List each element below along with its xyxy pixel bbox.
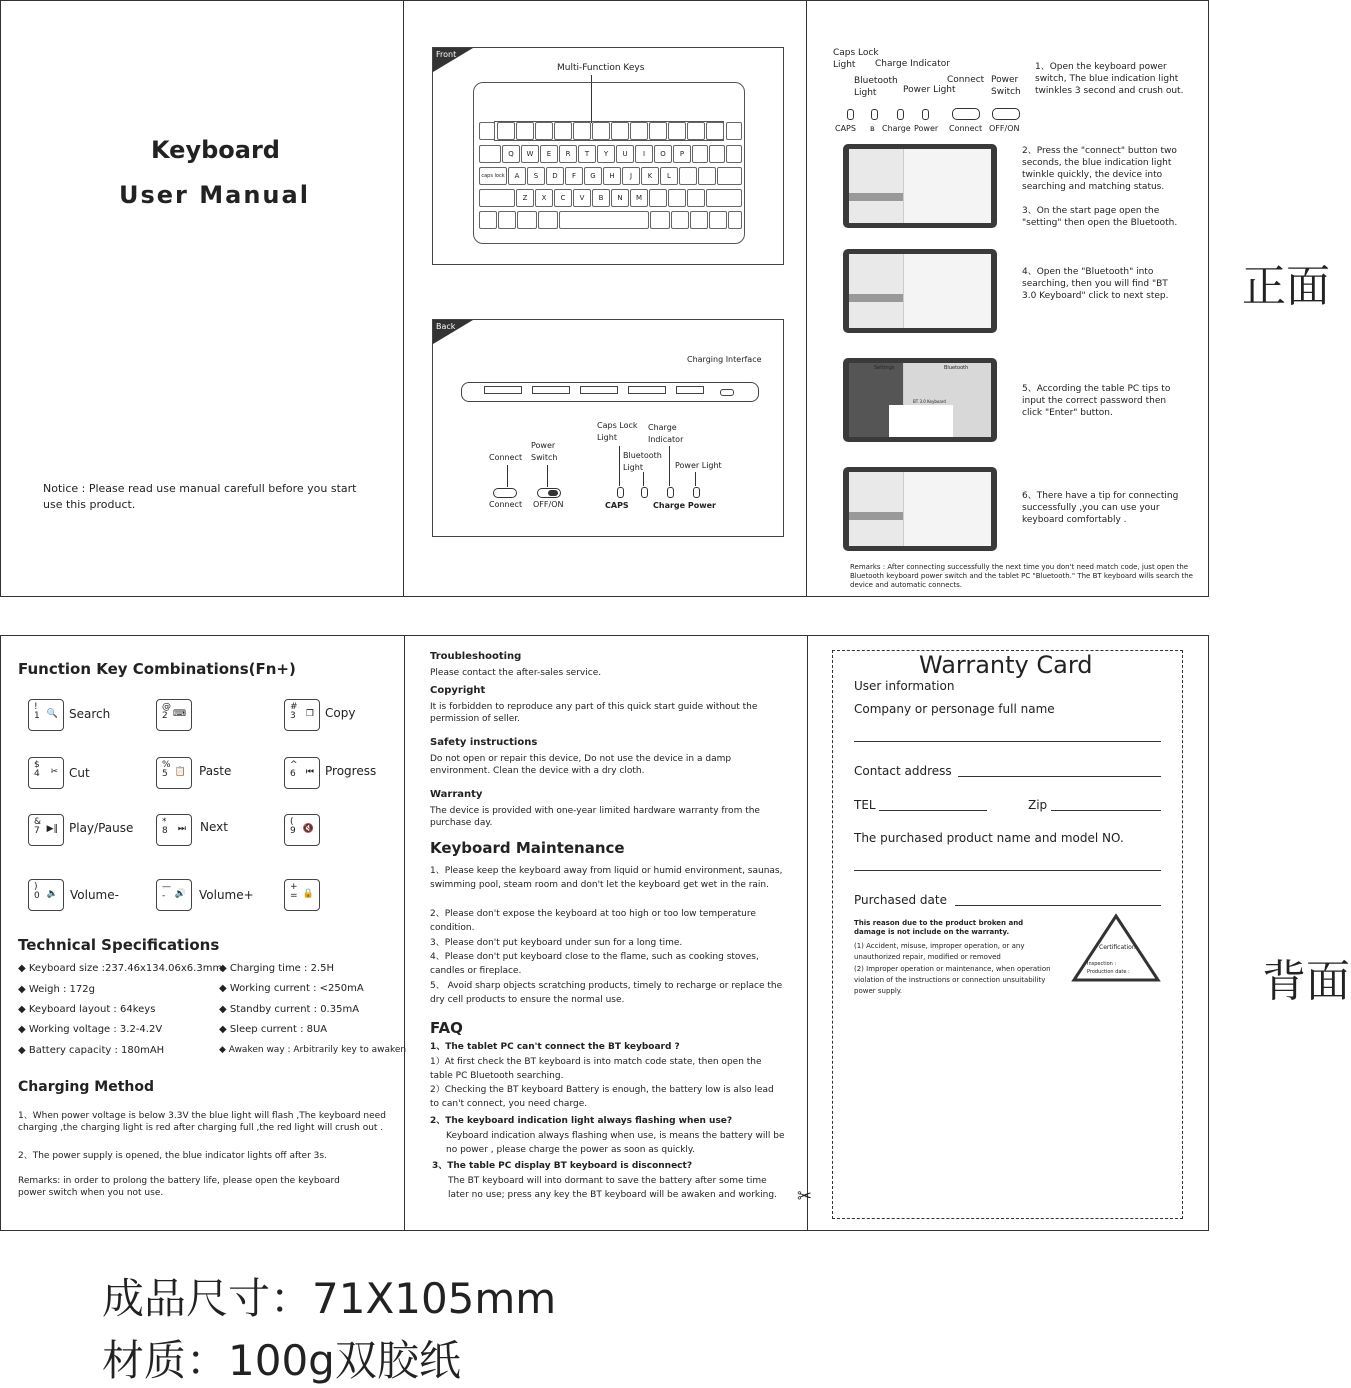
off-on-label: OFF/ON <box>533 500 564 509</box>
company-label: Company or personage full name <box>854 702 1055 716</box>
bluetooth-icon: ʙ <box>870 124 875 133</box>
tablet-screenshot-3 <box>843 358 997 442</box>
safety-heading: Safety instructions <box>430 737 538 748</box>
date-label: Purchased date <box>854 893 947 907</box>
charging-item-1: 1、When power voltage is below 3.3V the blue light will flash ,The keyboard need charging ,the charging light is red after charging full ,the red light will crush out . <box>18 1111 386 1133</box>
power-switch-label: Power Switch <box>531 441 558 462</box>
fn-key-1: ! 1 🔍 <box>28 699 64 731</box>
connect-button <box>493 488 517 498</box>
bluetooth-light-label: Bluetooth Light <box>623 451 662 472</box>
fn-label-paste: Paste <box>199 764 232 778</box>
caps-led <box>617 487 624 498</box>
fn-label-volume-up: Volume+ <box>199 888 254 902</box>
connect-label: Connect <box>489 453 523 462</box>
maintenance-5: 5、 Avoid sharp objects scratching products, timely to recharge or replace the dry cell products to ensure the normal use. <box>430 981 783 1005</box>
setup-caps: CAPS <box>835 124 856 133</box>
fn-label-play-pause: Play/Pause <box>69 821 134 835</box>
volume-down-icon: 🔉 <box>46 889 58 899</box>
charging-interface-label: Charging Interface <box>687 355 762 364</box>
function-keys-heading: Function Key Combinations(Fn+) <box>18 660 296 678</box>
safety-text: Do not open or repair this device, Do not use the device in a damp environment. Clean the device with a dry cloth. <box>430 754 732 776</box>
search-icon: 🔍 <box>46 709 58 719</box>
back-side-label: 背面 <box>1262 956 1350 1007</box>
production-label: Production date : <box>1087 969 1130 975</box>
power-switch <box>537 488 561 498</box>
troubleshooting-text: Please contact the after-sales service. <box>430 668 602 678</box>
certification-label: Certification <box>1099 944 1136 951</box>
back-tag-label: Back <box>436 322 456 331</box>
tablet-screenshot-4 <box>843 467 997 551</box>
keyboard-illustration <box>473 82 745 244</box>
maintenance-4: 4、Please don't put keyboard close to the flame, such as cooking stoves, candles or fireplace. <box>430 952 759 976</box>
lock-icon: 🔒 <box>302 889 314 899</box>
keyboard-back-outline <box>461 382 759 402</box>
faq-heading: FAQ <box>430 1019 463 1037</box>
fn-key-8: * 8 ⏭ <box>156 814 192 846</box>
front-sheet <box>0 0 1209 597</box>
keyboard-icon: ⌨ <box>173 709 186 719</box>
row-space <box>477 211 744 229</box>
faq-2-answer: Keyboard indication always flashing when use, is means the battery will be no power , please charge the power as soon as quickly. <box>446 1131 785 1155</box>
spec-right-4: ◆ Sleep current : 8UA <box>219 1024 328 1035</box>
charge-indicator-label: Charge Indicator <box>648 423 684 444</box>
maintenance-3: 3、Please don't put keyboard under sun for a long time. <box>430 938 683 948</box>
reason-heading: This reason due to the product broken and damage is not include on the warranty. <box>854 919 1024 936</box>
fn-label-search: Search <box>69 707 111 721</box>
user-info-label: User information <box>854 679 955 693</box>
power-led <box>922 109 929 120</box>
spec-right-5: ◆ Awaken way : Arbitrarily key to awaken <box>219 1045 407 1055</box>
fold-line <box>806 1 807 596</box>
fn-key-minus: — - 🔊 <box>156 879 192 911</box>
faq-3-question: 3、The table PC display BT keyboard is disconnect? <box>432 1161 693 1171</box>
connect-button-label: Connect <box>489 500 523 509</box>
row-asdf: caps lock A S D F G H J K L <box>477 167 744 185</box>
multi-function-keys-label: Multi-Function Keys <box>557 63 645 73</box>
spec-left-4: ◆ Working voltage : 3.2-4.2V <box>18 1024 163 1035</box>
caps-led <box>847 109 854 120</box>
setup-bluetooth-light: Bluetooth Light <box>854 76 898 98</box>
fn-label-progress: Progress <box>325 764 377 778</box>
mute-icon: 🔇 <box>302 824 314 834</box>
scissors-icon: ✂ <box>50 767 58 777</box>
setup-charge: Charge <box>882 124 911 133</box>
caps-label: CAPS <box>605 501 629 510</box>
power-switch <box>992 108 1020 120</box>
charging-heading: Charging Method <box>18 1079 155 1095</box>
spec-left-1: ◆ Keyboard size :237.46x134.06x6.3mm <box>18 963 223 974</box>
previous-icon: ⏮ <box>305 767 314 777</box>
reason-1: (1) Accident, misuse, improper operation, or any unauthorized repair, modified or removed <box>854 942 1025 961</box>
fold-line <box>403 1 404 596</box>
maintenance-1: 1、Please keep the keyboard away from liquid or humid environment, saunas, swimming pool, steam room and don't let the keyboard get wet in the rain. <box>430 866 783 890</box>
maintenance-heading: Keyboard Maintenance <box>430 839 625 857</box>
bluetooth-led <box>641 487 648 498</box>
fn-key-2: @ 2 ⌨ <box>156 699 192 731</box>
product-label: The purchased product name and model NO. <box>854 831 1124 845</box>
charging-remarks: Remarks: in order to prolong the battery life, please open the keyboard power switch when you not use. <box>18 1176 340 1198</box>
setup-power-switch: Power Switch <box>991 75 1021 97</box>
fn-label-copy: Copy <box>325 706 356 720</box>
setup-power-light: Power Light <box>903 85 956 95</box>
fn-row <box>477 122 744 140</box>
next-icon: ⏭ <box>177 824 186 834</box>
setup-caps-lock-light: Caps Lock Light <box>833 48 879 70</box>
scissors-icon: ✂ <box>797 1186 813 1207</box>
power-led <box>693 487 700 498</box>
copy-icon: ❐ <box>305 709 314 719</box>
faq-1-answer-1: 1）At first check the BT keyboard is into match code state, then open the table PC Bluetooth searching. <box>430 1057 762 1081</box>
fn-key-equals: + = 🔒 <box>284 879 320 911</box>
faq-3-answer: The BT keyboard will into dormant to save the battery after some time later no use; press any key the BT keyboard will be awaken and working. <box>448 1176 777 1200</box>
power-light-label: Power Light <box>675 461 722 470</box>
copyright-text: It is forbidden to reproduce any part of this quick start guide without the permission of seller. <box>430 702 758 724</box>
warranty-card <box>832 650 1183 1219</box>
fn-key-6: ^ 6 ⏮ <box>284 757 320 789</box>
step-5: 5、According the table PC tips to input the correct password then click "Enter" button. <box>1022 384 1171 418</box>
step-3: 3、On the start page open the "setting" then open the Bluetooth. <box>1022 206 1178 228</box>
front-diagram <box>432 47 784 265</box>
troubleshooting-heading: Troubleshooting <box>430 651 522 662</box>
tablet-screenshot-2 <box>843 249 997 333</box>
fn-key-9: ( 9 🔇 <box>284 814 320 846</box>
step-2: 2、Press the "connect" button two seconds, the blue indication light twinkle quickly, the device into searching and matching status. <box>1022 146 1177 192</box>
step-4: 4、Open the "Bluetooth" into searching, then you will find "BT 3.0 Keyboard" click to next step. <box>1022 267 1169 301</box>
spec-right-3: ◆ Standby current : 0.35mA <box>219 1004 360 1015</box>
tel-label: TEL <box>854 798 876 812</box>
play-pause-icon: ▶‖ <box>46 824 58 834</box>
fn-label-next: Next <box>200 820 228 834</box>
charging-item-2: 2、The power supply is opened, the blue indicator lights off after 3s. <box>18 1151 327 1161</box>
spec-left-2: ◆ Weigh : 172g <box>18 984 95 995</box>
row-zxcv: Z X C V B N M <box>477 189 744 207</box>
fn-label-cut: Cut <box>69 766 90 780</box>
inspection-label: Inspection : <box>1087 961 1117 967</box>
spec-right-1: ◆ Charging time : 2.5H <box>219 963 334 974</box>
setup-remarks: Remarks : After connecting successfully the next time you don't need match code, just open the Bluetooth keyboard power switch and the tablet PC "Bluetooth." The BT keyboard wills search the device and automatic connects. <box>850 563 1193 589</box>
cover-subtitle: User Manual <box>119 181 310 209</box>
fn-label-volume-down: Volume- <box>70 888 119 902</box>
front-side-label: 正面 <box>1242 261 1330 312</box>
footer-size: 成品尺寸：71X105mm <box>102 1274 557 1323</box>
fn-key-0: ) 0 🔉 <box>28 879 64 911</box>
screen-settings: Settings <box>874 365 895 371</box>
faq-2-question: 2、The keyboard indication light always flashing when use? <box>430 1116 733 1126</box>
front-tag-label: Front <box>436 50 457 59</box>
reason-2: (2) Improper operation or maintenance, when operation violation of the instructions or connection unsuitability power supply. <box>854 965 1051 995</box>
caps-lock-light-label: Caps Lock Light <box>597 421 638 442</box>
warranty-card-title: Warranty Card <box>919 651 1093 679</box>
fold-line <box>404 636 405 1230</box>
cover-title: Keyboard <box>151 136 280 164</box>
spec-left-5: ◆ Battery capacity : 180mAH <box>18 1045 165 1056</box>
back-diagram <box>432 319 784 537</box>
fn-key-5: % 5 📋 <box>156 757 192 789</box>
paste-icon: 📋 <box>174 767 186 777</box>
maintenance-2: 2、Please don't expose the keyboard at too high or too low temperature condition. <box>430 909 756 933</box>
volume-up-icon: 🔊 <box>174 889 186 899</box>
cover-notice: Notice : Please read use manual carefull before you start use this product. <box>43 482 357 511</box>
tech-specs-heading: Technical Specifications <box>18 936 220 954</box>
fn-key-4: $ 4 ✂ <box>28 757 64 789</box>
spec-left-3: ◆ Keyboard layout : 64keys <box>18 1004 156 1015</box>
contact-label: Contact address <box>854 764 952 778</box>
fold-line <box>807 636 808 1230</box>
charge-power-label: Charge Power <box>653 501 716 510</box>
setup-connect: Connect <box>947 75 985 85</box>
bluetooth-led <box>871 109 878 120</box>
back-sheet <box>0 635 1209 1231</box>
screen-bluetooth: Bluetooth <box>944 365 969 371</box>
charge-led <box>897 109 904 120</box>
fn-key-7: & 7 ▶‖ <box>28 814 64 846</box>
setup-connect-btn: Connect <box>949 124 983 133</box>
connect-button <box>952 108 980 120</box>
fn-key-3: # 3 ❐ <box>284 699 320 731</box>
warranty-text: The device is provided with one-year limited hardware warranty from the purchase day. <box>430 806 760 828</box>
footer-material: 材质：100g双胶纸 <box>102 1336 461 1385</box>
faq-1-question: 1、The tablet PC can't connect the BT keyboard ? <box>430 1042 680 1052</box>
warranty-heading: Warranty <box>430 789 483 800</box>
tablet-screenshot-1 <box>843 144 997 228</box>
spec-right-2: ◆ Working current : <250mA <box>219 983 364 994</box>
step-6: 6、There have a tip for connecting successfully ,you can use your keyboard comfortably . <box>1022 491 1179 525</box>
row-qwerty: Q W E R T Y U I O P <box>477 145 744 163</box>
zip-label: Zip <box>1028 798 1048 812</box>
setup-power: Power <box>914 124 939 133</box>
setup-off-on: OFF/ON <box>989 124 1020 133</box>
faq-1-answer-2: 2）Checking the BT keyboard Battery is enough, the battery low is also lead to can't connect, you need charge. <box>430 1085 774 1109</box>
setup-charge-indicator: Charge Indicator <box>875 59 950 69</box>
screen-bt-keyboard: BT 3.0 Keyboard <box>913 399 946 404</box>
step-1: 1、Open the keyboard power switch, The blue indication light twinkles 3 second and crush out. <box>1035 62 1184 96</box>
charge-led <box>667 487 674 498</box>
copyright-heading: Copyright <box>430 685 486 696</box>
